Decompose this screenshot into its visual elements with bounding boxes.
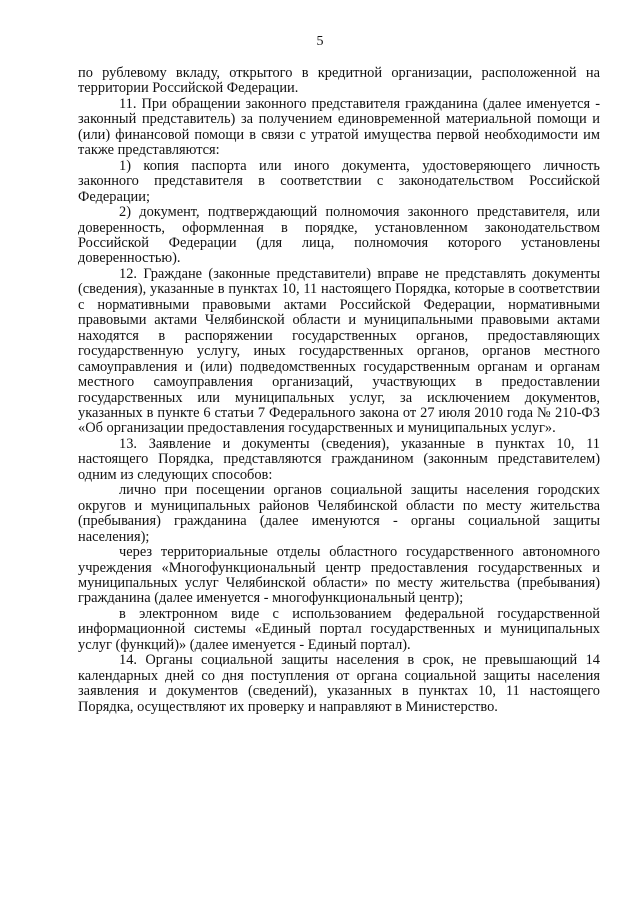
document-body [78, 66, 600, 715]
paragraph: 11. При обращении законного представителя гражданина (далее именуется - законный представитель) за получением единовременной материальной помощи и (или) финансовой помощи в связи с утратой имущества первой необходимости им также представляются: [78, 95, 600, 159]
page-number: 5 [316, 34, 324, 49]
paragraph: 13. Заявление и документы (сведения), указанные в пунктах 10, 11 настоящего Порядка, представляются гражданином (законным представителем) одним из следующих способов: [78, 435, 600, 483]
paragraph: 14. Органы социальной защиты населения в срок, не превышающий 14 календарных дней со дня поступления от органа социальной защиты населения заявления и документов (сведений), указанных в пунктах 10, 11 настоящего Порядка, осуществляют их проверку и направляют в Министерство. [78, 652, 600, 715]
paragraph: в электронном виде с использованием федеральной государственной информационной системы «Единый портал государственных и муниципальных услуг (функций)» (далее именуется - Единый портал). [78, 605, 600, 653]
paragraph: 1) копия паспорта или иного документа, удостоверяющего личность законного представителя в соответствии с законодательством Российской Федерации; [78, 157, 600, 205]
paragraph: 2) документ, подтверждающий полномочия законного представителя, или доверенность, оформленная в порядке, установленном законодательством Российской Федерации (для лица, полномочия которого установлены доверенностью). [78, 204, 600, 267]
paragraph: через территориальные отделы областного государственного автономного учреждения «Многофункциональный центр предоставления государственных и муниципальных услуг Челябинской области» по месту жительства (пребывания) гражданина (далее именуется - многофункциональный центр); [78, 544, 600, 607]
paragraph: лично при посещении органов социальной защиты населения городских округов и муниципальных районов Челябинской области по месту жительства (пребывания) гражданина (далее именуются - органы социальной защиты населения); [78, 482, 600, 545]
paragraph: по рублевому вкладу, открытого в кредитной организации, расположенной на территории Российской Федерации. [78, 65, 600, 97]
paragraph: 12. Граждане (законные представители) вправе не представлять документы (сведения), указанные в пунктах 10, 11 настоящего Порядка, которые в соответствии с нормативными правовыми актами Российской Федерации, нормативными правовыми актами Челябинской области и муниципальными правовыми актами находятся в распоряжении государственных органов, предоставляющих государственную услугу, иных государственных органов, органов местного самоуправления и (или) подведомственных государственным органам и органам местного самоуправления организаций, участвующих в предоставлении государственных или муниципальных услуг, за исключением документов, указанных в пункте 6 статьи 7 Федерального закона от 27 июля 2010 года № 210-ФЗ «Об организации предоставления государственных и муниципальных услуг». [78, 265, 600, 437]
